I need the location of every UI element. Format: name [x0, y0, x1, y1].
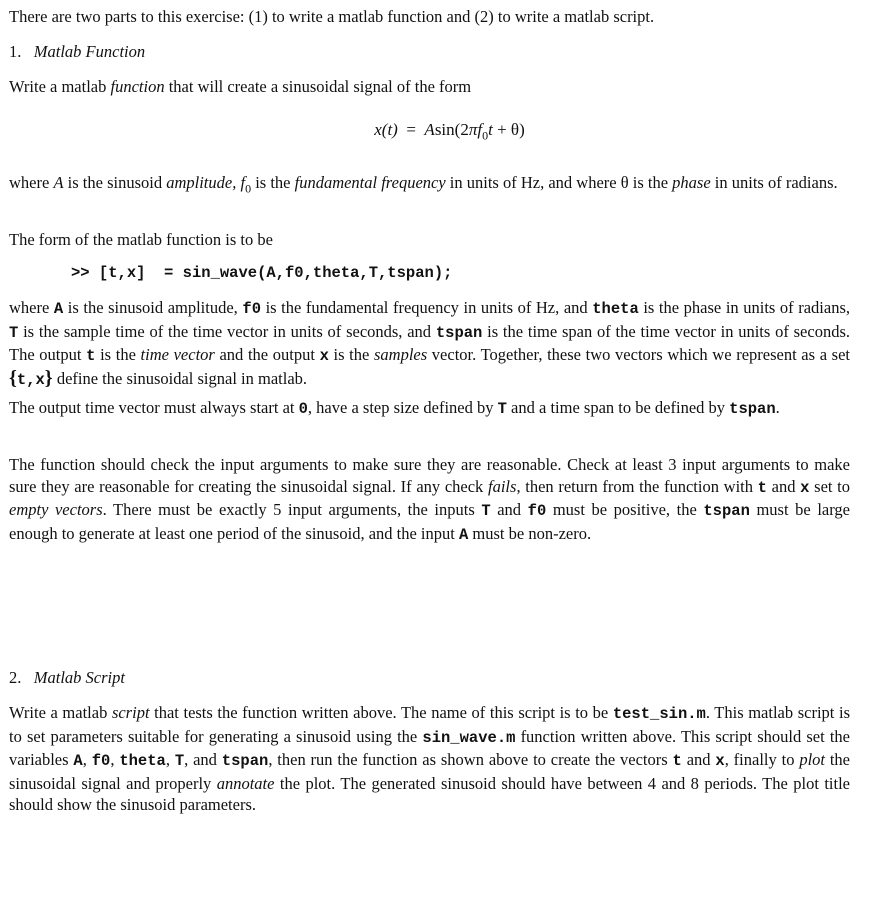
section1-title: Matlab Function	[33, 42, 146, 61]
section2-number: 2.	[9, 668, 22, 687]
intro-paragraph: There are two parts to this exercise: (1) to write a matlab function and (2) to write a matlab script.	[9, 7, 655, 26]
script-paragraph: Write a matlab script that tests the function written above. The name of this script is to be test_sin.m. This matlab script is to set parameters suitable for generating a sinusoid using the sin_wave.m function written above. This script should set the variables A, f0, theta, T, and tspan, then run the function as shown above to create the vectors t and x, finally to plot the sinusoidal signal and properly annotate the plot. The generated sinusoid should have between 4 and 8 periods. The plot title should show the sinusoid parameters.	[9, 703, 851, 814]
check-paragraph: The function should check the input arguments to make sure they are reasonable. Check at least 3 input arguments to make sure they are reasonable for creating the sinusoidal signal. If any check fails, then return from the function with t and x set to empty vectors. There must be exactly 5 input arguments, the inputs T and f0 must be positive, the tspan must be large enough to generate at least one period of the sinusoid, and the input A must be non-zero.	[9, 455, 851, 544]
code-example: >> [t,x] = sin_wave(A,f0,theta,T,tspan);	[71, 264, 453, 282]
section1-heading	[9, 41, 850, 63]
output-paragraph: The output time vector must always start at 0, have a step size defined by T and a time span to be defined by tspan.	[9, 398, 780, 418]
form-paragraph: The form of the matlab function is to be	[9, 230, 273, 249]
arguments-paragraph: where A is the sinusoid amplitude, f0 is the fundamental frequency in units of Hz, and theta is the phase in units of radians, T is the sample time of the time vector in units of seconds, and tspan is the time span of the time vector in units of seconds. The output t is the time vector and the output x is the samples vector. Together, these two vectors which we represent as a set {t,x} define the sinusoidal signal in matlab.	[9, 298, 850, 389]
sinusoid-equation: $x(t) = Asin(2\pi f_0t + \theta)$	[374, 120, 525, 143]
section1-number: 1.	[9, 42, 22, 61]
where-paragraph: where A is the sinusoid amplitude, $f_0$ is the fundamental frequency in units of Hz, and where θ is the phase in units of radians.	[9, 173, 838, 196]
write-function-paragraph: Write a matlab function that will create a sinusoidal signal of the form	[9, 77, 472, 96]
section2-title: Matlab Script	[33, 668, 125, 687]
section2-heading	[9, 667, 850, 689]
